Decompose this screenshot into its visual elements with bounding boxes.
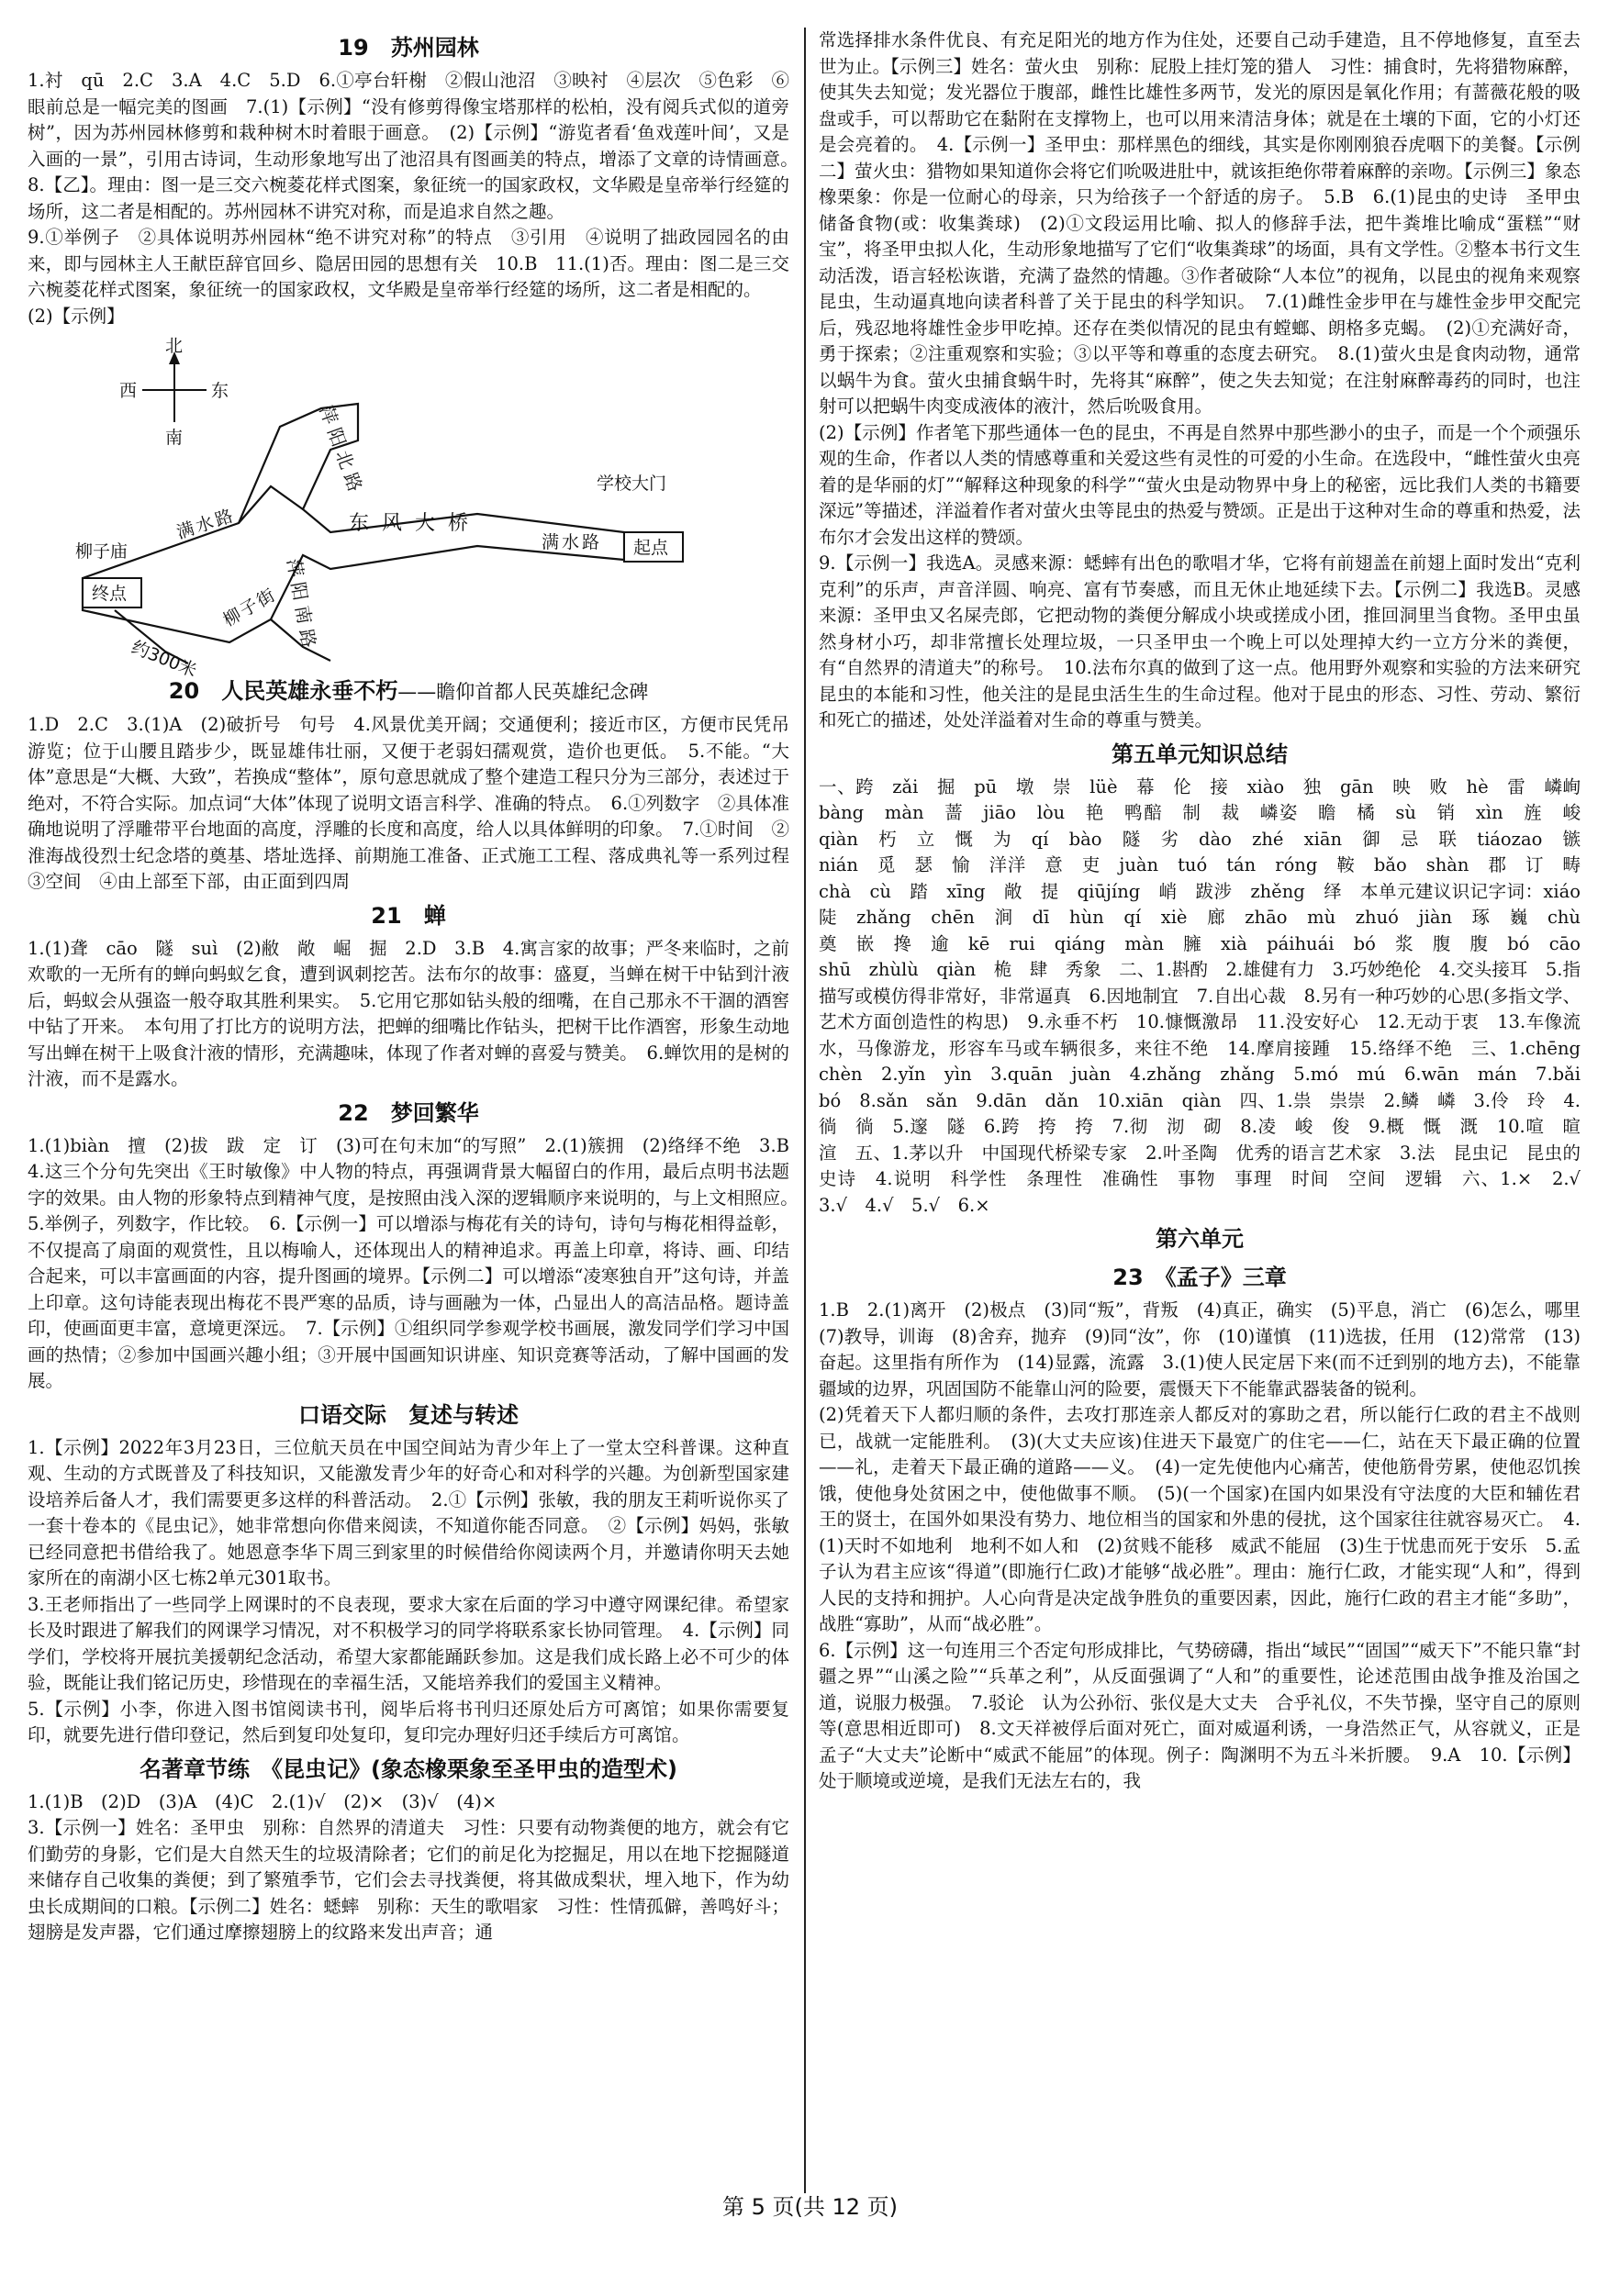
column-divider (804, 28, 806, 2193)
answer-paragraph: 5.【示例】小李，你进入图书馆阅读书刊，阅毕后将书刊归还原处后方可离馆；如果你需要复印，就要先进行借印登记，然后到复印处复印，复印完办理好归还手续后方可离馆。 (28, 1698, 789, 1745)
answer-paragraph: 1.【示例】2022年3月23日，三位航天员在中国空间站为青少年上了一堂太空科普课。这种直观、生动的方式既普及了科技知识，又能激发青少年的好奇心和对科学的兴趣。为创新型国家建设培养后备人才，我们需要更多这样的科普活动。 2.①【示例】张敏，我的朋友王莉听说你买了一套十卷本的《昆虫记》，她非常想向你借来阅读，不知道你能否同意。 ②【示例】妈妈，张敏已经同意把书借给我了。她恩意李华下周三到家里的时候借给你阅读两个月，并邀请你明天去她家所在的南湖小区七栋2单元301取书。 (28, 1436, 789, 1588)
section-title-text: 第六单元 (1156, 1226, 1244, 1252)
right-column (819, 28, 1599, 2193)
section-title-text: 口语交际 复述与转述 (298, 1401, 519, 1428)
answer-paragraph: 9.①举例子 ②具体说明苏州园林“绝不讲究对称”的特点 ③引用 ④说明了拙政园园名的由来，即与园林主人王献臣辞官回乡、隐居田园的思想有关 10.B 11.(1)否。理由：图二是三交六椀菱花样式图案，象征统一的国家政权，文华殿是皇帝举行经筵的场所，这二者是相配的。 (28, 227, 789, 300)
label-end: 终点 (92, 584, 128, 604)
place-temple: 柳子庙 (75, 541, 128, 562)
section-title-text: 22 梦回繁华 (338, 1099, 479, 1126)
page (28, 28, 1599, 2257)
section-title (28, 1095, 789, 1131)
section-title-text: 21 蝉 (371, 902, 446, 929)
answer-paragraph: 1.B 2.(1)离开 (2)极点 (3)同“叛”，背叛 (4)真正，确实 (5)平息，消亡 (6)怎么，哪里 (7)教导，训诲 (8)舍弃，抛弃 (9)同“汝”，你 (10)谨慎 (11)选拔，任用 (12)常常 (13)奋起。这里指有所作为 (14)显露，流露 3.(1)使人民定居下来(而不迁到别的地方去)，不能靠疆域的边界，巩固国防不能靠山河的险要，震慑天下不能靠武器装备的锐利。 (819, 1299, 1599, 1399)
section-subtitle: ——瞻仰首都人民英雄纪念碑 (397, 681, 649, 703)
section-title (28, 673, 789, 710)
road-manshui-west: 满水路 (173, 505, 239, 543)
left-column (28, 28, 808, 2193)
answer-paragraph: 1.衬 qū 2.C 3.A 4.C 5.D 6.①亭台轩榭 ②假山池沼 ③映衬 ④层次 ⑤色彩 ⑥眼前总是一幅完美的图画 7.(1)【示例】“没有修剪得像宝塔那样的松柏，没有阅兵式似的道旁树”，因为苏州园林修剪和栽种树木时着眼于画意。 (2)【示例】“游览者看‘鱼戏莲叶间’，又是入画的一景”，引用古诗词，生动形象地写出了池沼具有图画美的特点，增添了文章的诗情画意。 8.【乙】。理由：图一是三交六椀菱花样式图案，象征统一的国家政权，文华殿是皇帝举行经筵的场所，这二者是相配的。苏州园林不讲究对称，而是追求自然之趣。 (28, 70, 808, 222)
route-map (28, 335, 789, 682)
road-pingyang-south: 萍阳南路 (283, 556, 321, 655)
answer-paragraph: (2)【示例】作者笔下那些通体一色的昆虫，不再是自然界中那些渺小的虫子，而是一个个顽强乐观的生命，作者以人类的情感尊重和关爱这些有灵性的可爱的小生命。在选段中，“雌性萤火虫亮着的是华丽的灯”“解释这种现象的科学”“萤火虫是动物界中身上的秘密，远比我们人类的书籍要深远”等描述，洋溢着作者对萤火虫等昆虫的热爱与赞颂。正是出于这种对生命的尊重和热爱，法布尔才会发出这样的赞颂。 (819, 421, 1581, 548)
place-school-gate: 学校大门 (597, 474, 667, 494)
compass-icon (142, 351, 207, 422)
section-title (819, 1259, 1581, 1296)
section-title (28, 1397, 789, 1433)
section-title-text: 第五单元知识总结 (1112, 741, 1288, 767)
road-liuzi-street: 柳子街 (219, 584, 281, 631)
answer-paragraph: 6.【示例】这一句连用三个否定句形成排比，气势磅礴，指出“域民”“固国”“威天下”不能只靠“封疆之界”“山溪之险”“兵革之利”，从反面强调了“人和”的重要性，论述范围由战争推及治国之道，说服力极强。 7.驳论 认为公孙衍、张仪是大丈夫 合乎礼仪，不失节操，坚守自己的原则等(意思相近即可) 8.文天祥被俘后面对死亡，面对威逼利诱，一身浩然正气，从容就义，正是孟子“大丈夫”论断中“威武不能屈”的体现。例子：陶渊明不为五斗米折腰。 9.A 10.【示例】处于顺境或逆境，是我们无法左右的，我 (819, 1639, 1581, 1791)
section-title-text: 23 《孟子》三章 (1112, 1265, 1287, 1290)
answer-paragraph: (2)【示例】 (28, 305, 125, 327)
answer-paragraph: 9.【示例一】我选A。灵感来源：蟋蟀有出色的歌唱才华，它将有前翅盖在前翅上面时发出“克利克利”的乐声，声音洋圆、响亮、富有节奏感，而且无休止地延续下去。【示例二】我选B。灵感来源：圣甲虫又名屎壳郎，它把动物的粪便分解成小块或搓成小团，推回洞里当食物。圣甲虫虽然身材小巧，却非常擅长处理垃圾，一只圣甲虫一个晚上可以处理掉大约一立方分米的粪便，有“自然界的清道夫”的称号。 10.法布尔真的做到了这一点。他用野外观察和实验的方法来研究昆虫的本能和习性，他关注的是昆虫活生生的生命过程。他对于昆虫的形态、习性、劳动、繁衍和死亡的描述，处处洋溢着对生命的尊重与赞美。 (819, 552, 1581, 730)
road-pingyang-north: 萍阳北路 (315, 402, 369, 500)
section-title (28, 897, 789, 934)
route-map-svg (28, 335, 789, 682)
section-title (819, 736, 1581, 773)
answer-paragraph: 1.(1)B (2)D (3)A (4)C 2.(1)√ (2)× (3)√ (4)× (28, 1790, 497, 1812)
compass-north: 北 (165, 336, 184, 356)
answer-paragraph: 1.D 2.C 3.(1)A (2)破折号 句号 4.风景优美开阔；交通便利；接近市区，方便市民凭吊游览；位于山腰且踏步少，既显雄伟壮丽，又便于老弱妇孺观赏，造价也更低。 5.不能。“大体”意思是“大概、大致”，若换成“整体”，原句意思就成了整个建造工程只分为三部分，表述过于绝对，不符合实际。加点词“大体”体现了说明文语言科学、准确的特点。 6.①列数字 ②具体准确地说明了浮雕带平台地面的高度，浮雕的长度和高度，给人以具体鲜明的印象。 7.①时间 ②淮海战役烈士纪念塔的奠基、塔址选择、前期施工准备、正式施工工程、落成典礼等一系列过程 ③空间 ④由上部至下部，由正面到四周 (28, 714, 808, 892)
answer-paragraph: (2)凭着天下人都归顺的条件，去攻打那连亲人都反对的寡助之君，所以能行仁政的君主不战则已，战就一定能胜利。 (3)(大丈夫应该)住进天下最宽广的住宅——仁，站在天下最正确的位置——礼，走着天下最正确的道路——义。 (4)一定先使他内心痛苦，使他筋骨劳累，使他忍饥挨饿，使他身处贫困之中，使他做事不顺。 (5)(一个国家)在国内如果没有守法度的大臣和辅佐君王的贤士，在国外如果没有势力、地位相当的国家和外患的侵扰，这个国家往往就容易灭亡。 4.(1)天时不如地利 地利不如人和 (2)贫贱不能移 威武不能屈 (3)生于忧患而死于安乐 5.孟子认为君主应该“得道”(即施行仁政)才能够“战必胜”。理由：施行仁政，才能实现“人和”，得到人民的支持和拥护。人心向背是决定战争胜负的重要因素，因此，施行仁政的君主才能“多助”，战胜“寡助”，从而“战必胜”。 (819, 1404, 1581, 1634)
section-title-text: 名著章节练 《昆虫记》(象态橡栗象至圣甲虫的造型术) (140, 1755, 677, 1782)
answer-paragraph: 3.王老师指出了一些同学上网课时的不良表现，要求大家在后面的学习中遵守网课纪律。希望家长及时跟进了解我们的网课学习情况，对不积极学习的同学将联系家长协同管理。 4.【示例】同学们，学校将开展抗美援朝纪念活动，希望大家都能踊跃参加。这是我们成长路上必不可少的体验，既能让我们铭记历史，珍惜现在的幸福生活，又能培养我们的爱国主义精神。 (28, 1593, 789, 1693)
answer-paragraph: 一、跨 zǎi 掘 pū 墩 崇 lüè 幕 伦 接 xiào 独 gān 映 败 hè 雷 嶙峋 bàng màn 蔷 jiāo lòu 艳 鸭醅 制 裁 嶙姿 瞻 橘 sù 销 xìn 旌 峻 qiàn 朽 立 慨 为 qí bào 隧 劣 dào zhé xiān 御 忌 联 tiáozao 镞 nián 觅 瑟 愉 洋洋 意 吏 juàn tuó tán róng 鞍 bǎo shàn 郡 订 畴 chà cù 踏 xīng 敞 提 qiūjíng 峭 跋涉 zhěng 绎 本单元建议识记字词：xiáo 陡 zhǎng chēn 涧 dī hùn qí xiè 廊 zhāo mù zhuó jiàn 琢 巍 chù 奠 嵌 搀 逾 kē rui qiáng màn 臃 xià páihuái bó 浆 腹 腹 bó cāo shū zhùlù qiàn 桅 肆 秀象 二、1.斟酌 2.雄健有力 3.巧妙绝伦 4.交头接耳 5.指描写或模仿得非常好，非常逼真 6.因地制宜 7.自出心裁 8.另有一种巧妙的心思(多指文学、艺术方面创造性的构思) 9.永垂不朽 10.慷慨激昂 11.没安好心 12.无动于衷 13.车像流水，马像游龙，形容车马或车辆很多，来往不绝 14.摩肩接踵 15.络绎不绝 三、1.chēng chèn 2.yǐn yìn 3.quān juàn 4.zhǎng zhǎng 5.mó mú 6.wān mán 7.bǎi bó 8.sǎn sǎn 9.dān dǎn 10.xiān qiàn 四、1.祟 祟崇 2.鳞 嶙 3.伶 玲 4.徜 徜 5.邃 隧 6.跨 挎 挎 7.彻 沏 砌 8.凌 峻 俊 9.概 慨 溉 10.喧 暄 渲 五、1.茅以升 中国现代桥梁专家 2.叶圣陶 优秀的语言艺术家 3.法 昆虫记 昆虫的史诗 4.说明 科学性 条理性 准确性 事物 事理 时间 空间 逻辑 六、1.× 2.√ 3.√ 4.√ 5.√ 6.× (819, 775, 1599, 1216)
label-start: 起点 (633, 538, 669, 558)
section-title (28, 29, 789, 66)
distance-label: 约300米 (128, 637, 200, 682)
answer-paragraph: 1.(1)聋 cāo 隧 suì (2)敝 敞 崛 掘 2.D 3.B 4.寓言家的故事；严冬来临时，之前欢歌的一无所有的蝉向蚂蚁乞食，遭到讽刺挖苦。法布尔的故事：盛夏，当蝉在树干中钻到汁液后，蚂蚁会从强盗一般夺取其胜利果实。 5.它用它那如钻头般的细嘴，在自己那永不干涸的酒窖中钻了开来。 本句用了打比方的说明方法，把蝉的细嘴比作钻头，把树干比作酒窖，形象生动地写出蝉在树干上吸食汁液的情形，充满趣味，体现了作者对蝉的喜爱与赞美。 6.蝉饮用的是树的汁液，而不是露水。 (28, 937, 789, 1089)
section-title (819, 1220, 1581, 1257)
section-title (28, 1751, 789, 1788)
answer-paragraph: 1.(1)biàn 擅 (2)拔 跋 定 订 (3)可在句末加“的写照” 2.(1)簇拥 (2)络绎不绝 3.B 4.这三个分句先突出《王时敏像》中人物的特点，再强调背景大幅留白的作用，最后点明书法题字的效果。由人物的形象特点到精神气度，是按照由浅入深的逻辑顺序来说明的，与上文相照应。 5.举例子，列数字，作比较。 6.【示例一】可以增添与梅花有关的诗句，诗句与梅花相得益彰，不仅提高了扇面的观赏性，且以梅喻人，还体现出人的精神追求。再盖上印章，将诗、画、印结合起来，可以丰富画面的内容，提升图画的境界。【示例二】可以增添“凌寒独自开”这句诗，并盖上印章。这句诗能表现出梅花不畏严寒的品质，诗与画融为一体，凸显出人的高洁品格。题诗盖印，使画面更丰富，意境更深远。 7.【示例】①组织同学参观学校书画展，激发同学们学习中国画的热情；②参加中国画兴趣小组；③开展中国画知识讲座、知识竞赛等活动，了解中国画的发展。 (28, 1134, 808, 1391)
compass-west: 西 (119, 381, 138, 401)
page-number: 第 5 页(共 12 页) (721, 2194, 899, 2220)
answer-paragraph: 3.【示例一】姓名：圣甲虫 别称：自然界的清道夫 习性：只要有动物粪便的地方，就会有它们勤劳的身影，它们是大自然天生的垃圾清除者；它们的前足化为挖掘足，用以在地下挖掘隧道来储存自己收集的粪便；到了繁殖季节，它们会去寻找粪便，将其做成梨状，埋入地下，作为幼虫长成期间的口粮。【示例二】姓名：蟋蟀 别称：天生的歌唱家 习性：性情孤僻，善鸣好斗；翅膀是发声器，它们通过摩擦翅膀上的纹路来发出声音；通 (28, 1817, 789, 1943)
compass-south: 南 (165, 428, 184, 448)
section-title-text: 20 人民英雄永垂不朽 (168, 678, 398, 704)
road-dongfeng-bridge: 东风大桥 (349, 512, 482, 535)
section-title-text: 19 苏州园林 (338, 35, 479, 61)
compass-east: 东 (211, 381, 229, 401)
answer-paragraph: 常选择排水条件优良、有充足阳光的地方作为住处，还要自己动手建造，且不停地修复，直至去世为止。【示例三】姓名：萤火虫 别称：屁股上挂灯笼的猎人 习性：捕食时，先将猎物麻醉，使其失去知觉；发光器位于腹部，雌性比雄性多两节，发光的原因是氧化作用；有蔷薇花般的吸盘或手，可以帮助它在黏附在支撑物上，也可以用来清洁身体；就是在土壤的下面，它的小灯还是会亮着的。 4.【示例一】圣甲虫：那样黑色的细线，其实是你刚刚狼吞虎咽下的美餐。【示例二】萤火虫：猎物如果知道你会将它们吮吸进肚中，就该拒绝你带着麻醉的亲吻。【示例三】象态橡栗象：你是一位耐心的母亲，只为给孩子一个舒适的房子。 5.B 6.(1)昆虫的史诗 圣甲虫 储备食物(或：收集粪球) (2)①文段运用比喻、拟人的修辞手法，把牛粪堆比喻成“蛋糕”“财宝”，将圣甲虫拟人化，生动形象地描写了它们“收集粪球”的场面，具有文学性。②整本书行文生动活泼，语言轻松诙谐，充满了盎然的情趣。③作者破除“人本位”的视角，以昆虫的视角来观察昆虫，生动逼真地向读者科普了关于昆虫的科学知识。 7.(1)雌性金步甲在与雄性金步甲交配完后，残忍地将雄性金步甲吃掉。还存在类似情况的昆虫有螳螂、朗格多克蝎。 (2)①充满好奇，勇于探索；②注重观察和实验；③以平等和尊重的态度去研究。 8.(1)萤火虫是食肉动物，通常以蜗牛为食。萤火虫捕食蜗牛时，先将其“麻醉”，使之失去知觉；在注射麻醉毒药的同时，也注射可以把蜗牛肉变成液体的液汁，然后吮吸食用。 (819, 29, 1599, 417)
road-manshui-east: 满水路 (542, 532, 603, 552)
